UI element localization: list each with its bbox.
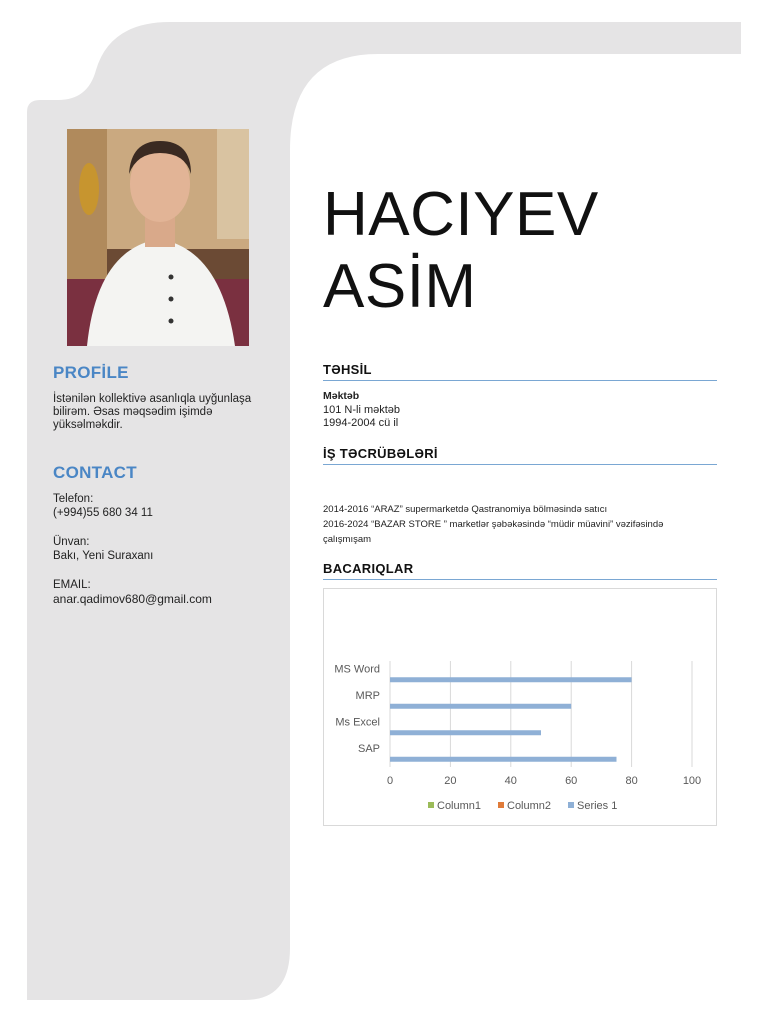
skills-heading: BACARIQLAR [323,561,717,580]
x-tick-label-0: 0 [386,775,394,787]
school-name: 101 N-li məktəb [323,404,401,416]
address-label: Ünvan: [53,536,90,548]
legend-swatch-1 [498,802,504,808]
experience-item-2-cont: çalışmışam [323,534,372,545]
phone-value: (+994)55 680 34 11 [53,507,153,519]
bar-0 [390,677,632,682]
y-category-label-2: Ms Excel [335,716,380,729]
y-category-label-1: MRP [355,689,380,702]
x-tick-label-3: 60 [565,775,578,787]
profile-text-line-1: İstənilən kollektivə asanlıqla uyğunlaşa [53,393,252,405]
experience-item-2: 2016-2024 “BAZAR STORE ” marketlər şəbəkəsində “müdir müavini” vəzifəsində [323,519,664,530]
profile-photo [67,129,249,346]
school-years: 1994-2004 cü il [323,417,399,429]
x-tick-label-4: 80 [625,775,638,787]
address-value: Bakı, Yeni Suraxanı [53,550,154,562]
skills-chart [323,588,717,826]
skills-chart-svg [324,589,716,825]
phone-label: Telefon: [53,493,94,505]
profile-text-line-3: yüksəlməkdir. [53,419,123,431]
email-label: EMAIL: [53,579,91,591]
bar-3 [390,757,617,762]
x-tick-label-5: 100 [682,775,702,787]
profile-text-line-2: bilirəm. Əsas məqsədim işimdə [53,406,213,418]
profile-heading: PROFİLE [53,363,129,382]
legend-label-1: Column2 [507,800,552,812]
x-tick-label-2: 40 [504,775,517,787]
y-category-label-0: MS Word [334,663,380,676]
experience-heading: İŞ TƏCRÜBƏLƏRİ [323,446,717,465]
legend-swatch-0 [428,802,434,808]
bar-1 [390,704,571,709]
legend-swatch-2 [568,802,574,808]
legend-label-0: Column1 [437,800,482,812]
x-tick-label-1: 20 [444,775,457,787]
school-label: Məktəb [323,390,360,402]
legend-label-2: Series 1 [577,800,618,812]
email-value: anar.qadimov680@gmail.com [53,592,212,606]
education-heading: TƏHSİL [323,362,717,381]
name-line-2: ASİM [323,252,477,321]
contact-heading: CONTACT [53,463,137,482]
y-category-label-3: SAP [357,742,380,755]
name-line-1: HACIYEV [323,180,599,249]
bar-2 [390,730,541,735]
experience-item-1: 2014-2016 “ARAZ” supermarketdə Qastranomiya bölməsində satıcı [323,504,608,515]
